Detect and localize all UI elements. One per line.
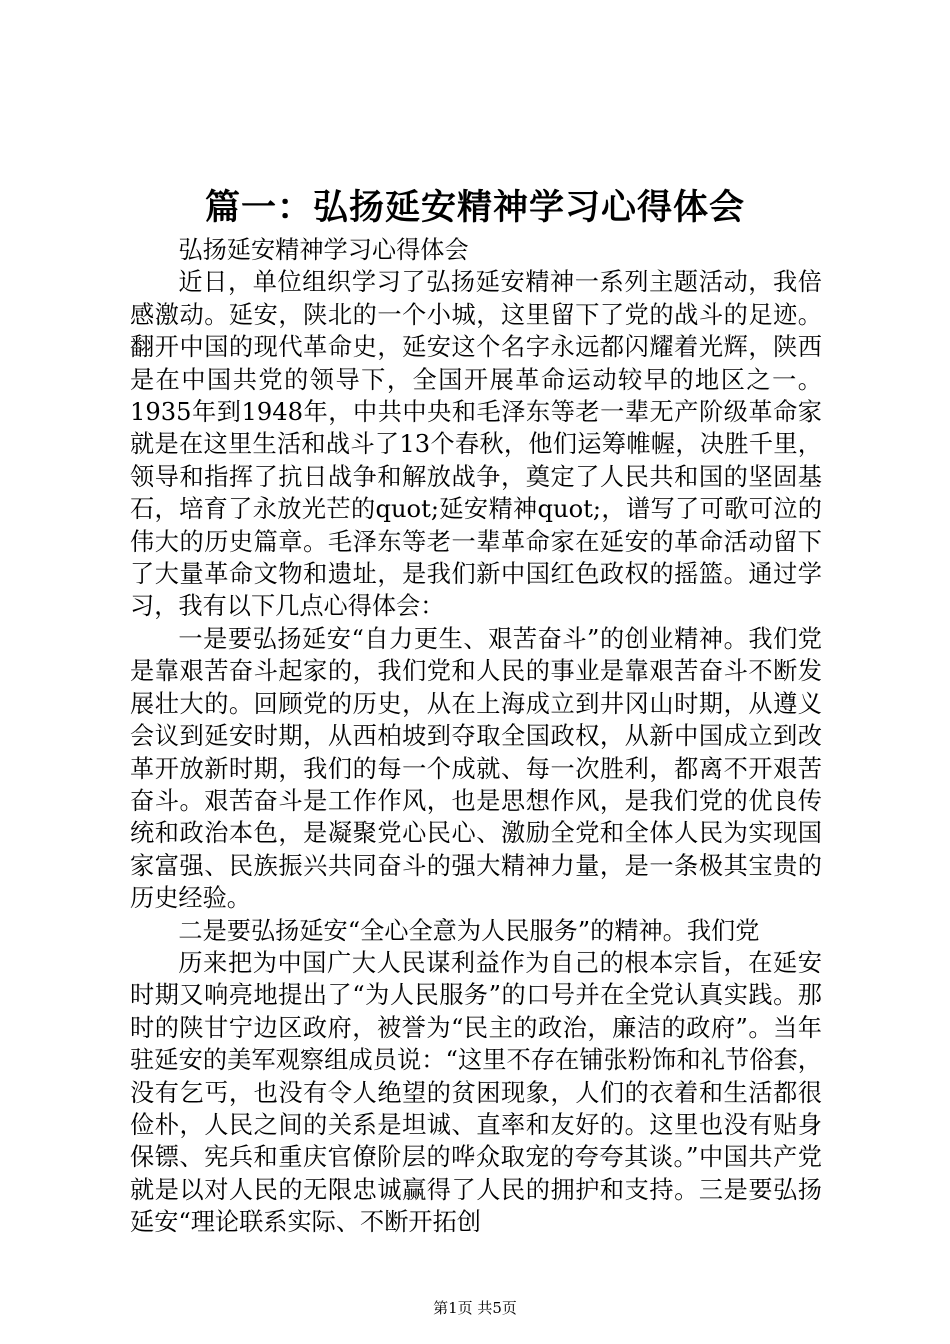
document-body	[130, 234, 822, 1239]
paragraph-point-two-continued: 历来把为中国广大人民谋利益作为自己的根本宗旨，在延安时期又响亮地提出了“为人民服务”的口号并在全党认真实践。那时的陕甘宁边区政府，被誉为“民主的政治，廉洁的政府”。当年驻延安的美军观察组成员说：“这里不存在铺张粉饰和礼节俗套，没有乞丐，也没有令人绝望的贫困现象，人们的衣着和生活都很俭朴，人民之间的关系是坦诚、直率和友好的。这里也没有贴身保镖、宪兵和重庆官僚阶层的哗众取宠的夸夸其谈。”中国共产党就是以对人民的无限忠诚赢得了人民的拥护和支持。三是要弘扬延安“理论联系实际、不断开拓创	[130, 948, 822, 1237]
document-subtitle: 弘扬延安精神学习心得体会	[178, 236, 469, 264]
paragraph-point-two: 二是要弘扬延安“全心全意为人民服务”的精神。我们党	[178, 916, 760, 945]
page-footer: 第1页 共5页	[433, 1299, 517, 1317]
paragraph-point-one: 一是要弘扬延安“自力更生、艰苦奋斗”的创业精神。我们党是靠艰苦奋斗起家的，我们党和人民的事业是靠艰苦奋斗不断发展壮大的。回顾党的历史，从在上海成立到井冈山时期，从遵义会议到延安时期，从西柏坡到夺取全国政权，从新中国成立到改革开放新时期，我们的每一个成就、每一次胜利，都离不开艰苦奋斗。艰苦奋斗是工作作风，也是思想作风，是我们党的优良传统和政治本色，是凝聚党心民心、激励全党和全体人民为实现国家富强、民族振兴共同奋斗的强大精神力量，是一条极其宝贵的历史经验。	[130, 624, 822, 913]
document-title: 篇一：弘扬延安精神学习心得体会	[204, 187, 745, 228]
paragraph-intro: 近日，单位组织学习了弘扬延安精神一系列主题活动，我倍感激动。延安，陕北的一个小城，这里留下了党的战斗的足迹。翻开中国的现代革命史，延安这个名字永远都闪耀着光辉，陕西是在中国共党的领导下，全国开展革命运动较早的地区之一。1935年到1948年，中共中央和毛泽东等老一辈无产阶级革命家就是在这里生活和战斗了13个春秋，他们运筹帷幄，决胜千里，领导和指挥了抗日战争和解放战争，奠定了人民共和国的坚固基石，培育了永放光芒的quot;延安精神quot;，谱写了可歌可泣的伟大的历史篇章。毛泽东等老一辈革命家在延安的革命活动留下了大量革命文物和遗址，是我们新中国红色政权的摇篮。通过学习，我有以下几点心得体会：	[130, 268, 822, 621]
